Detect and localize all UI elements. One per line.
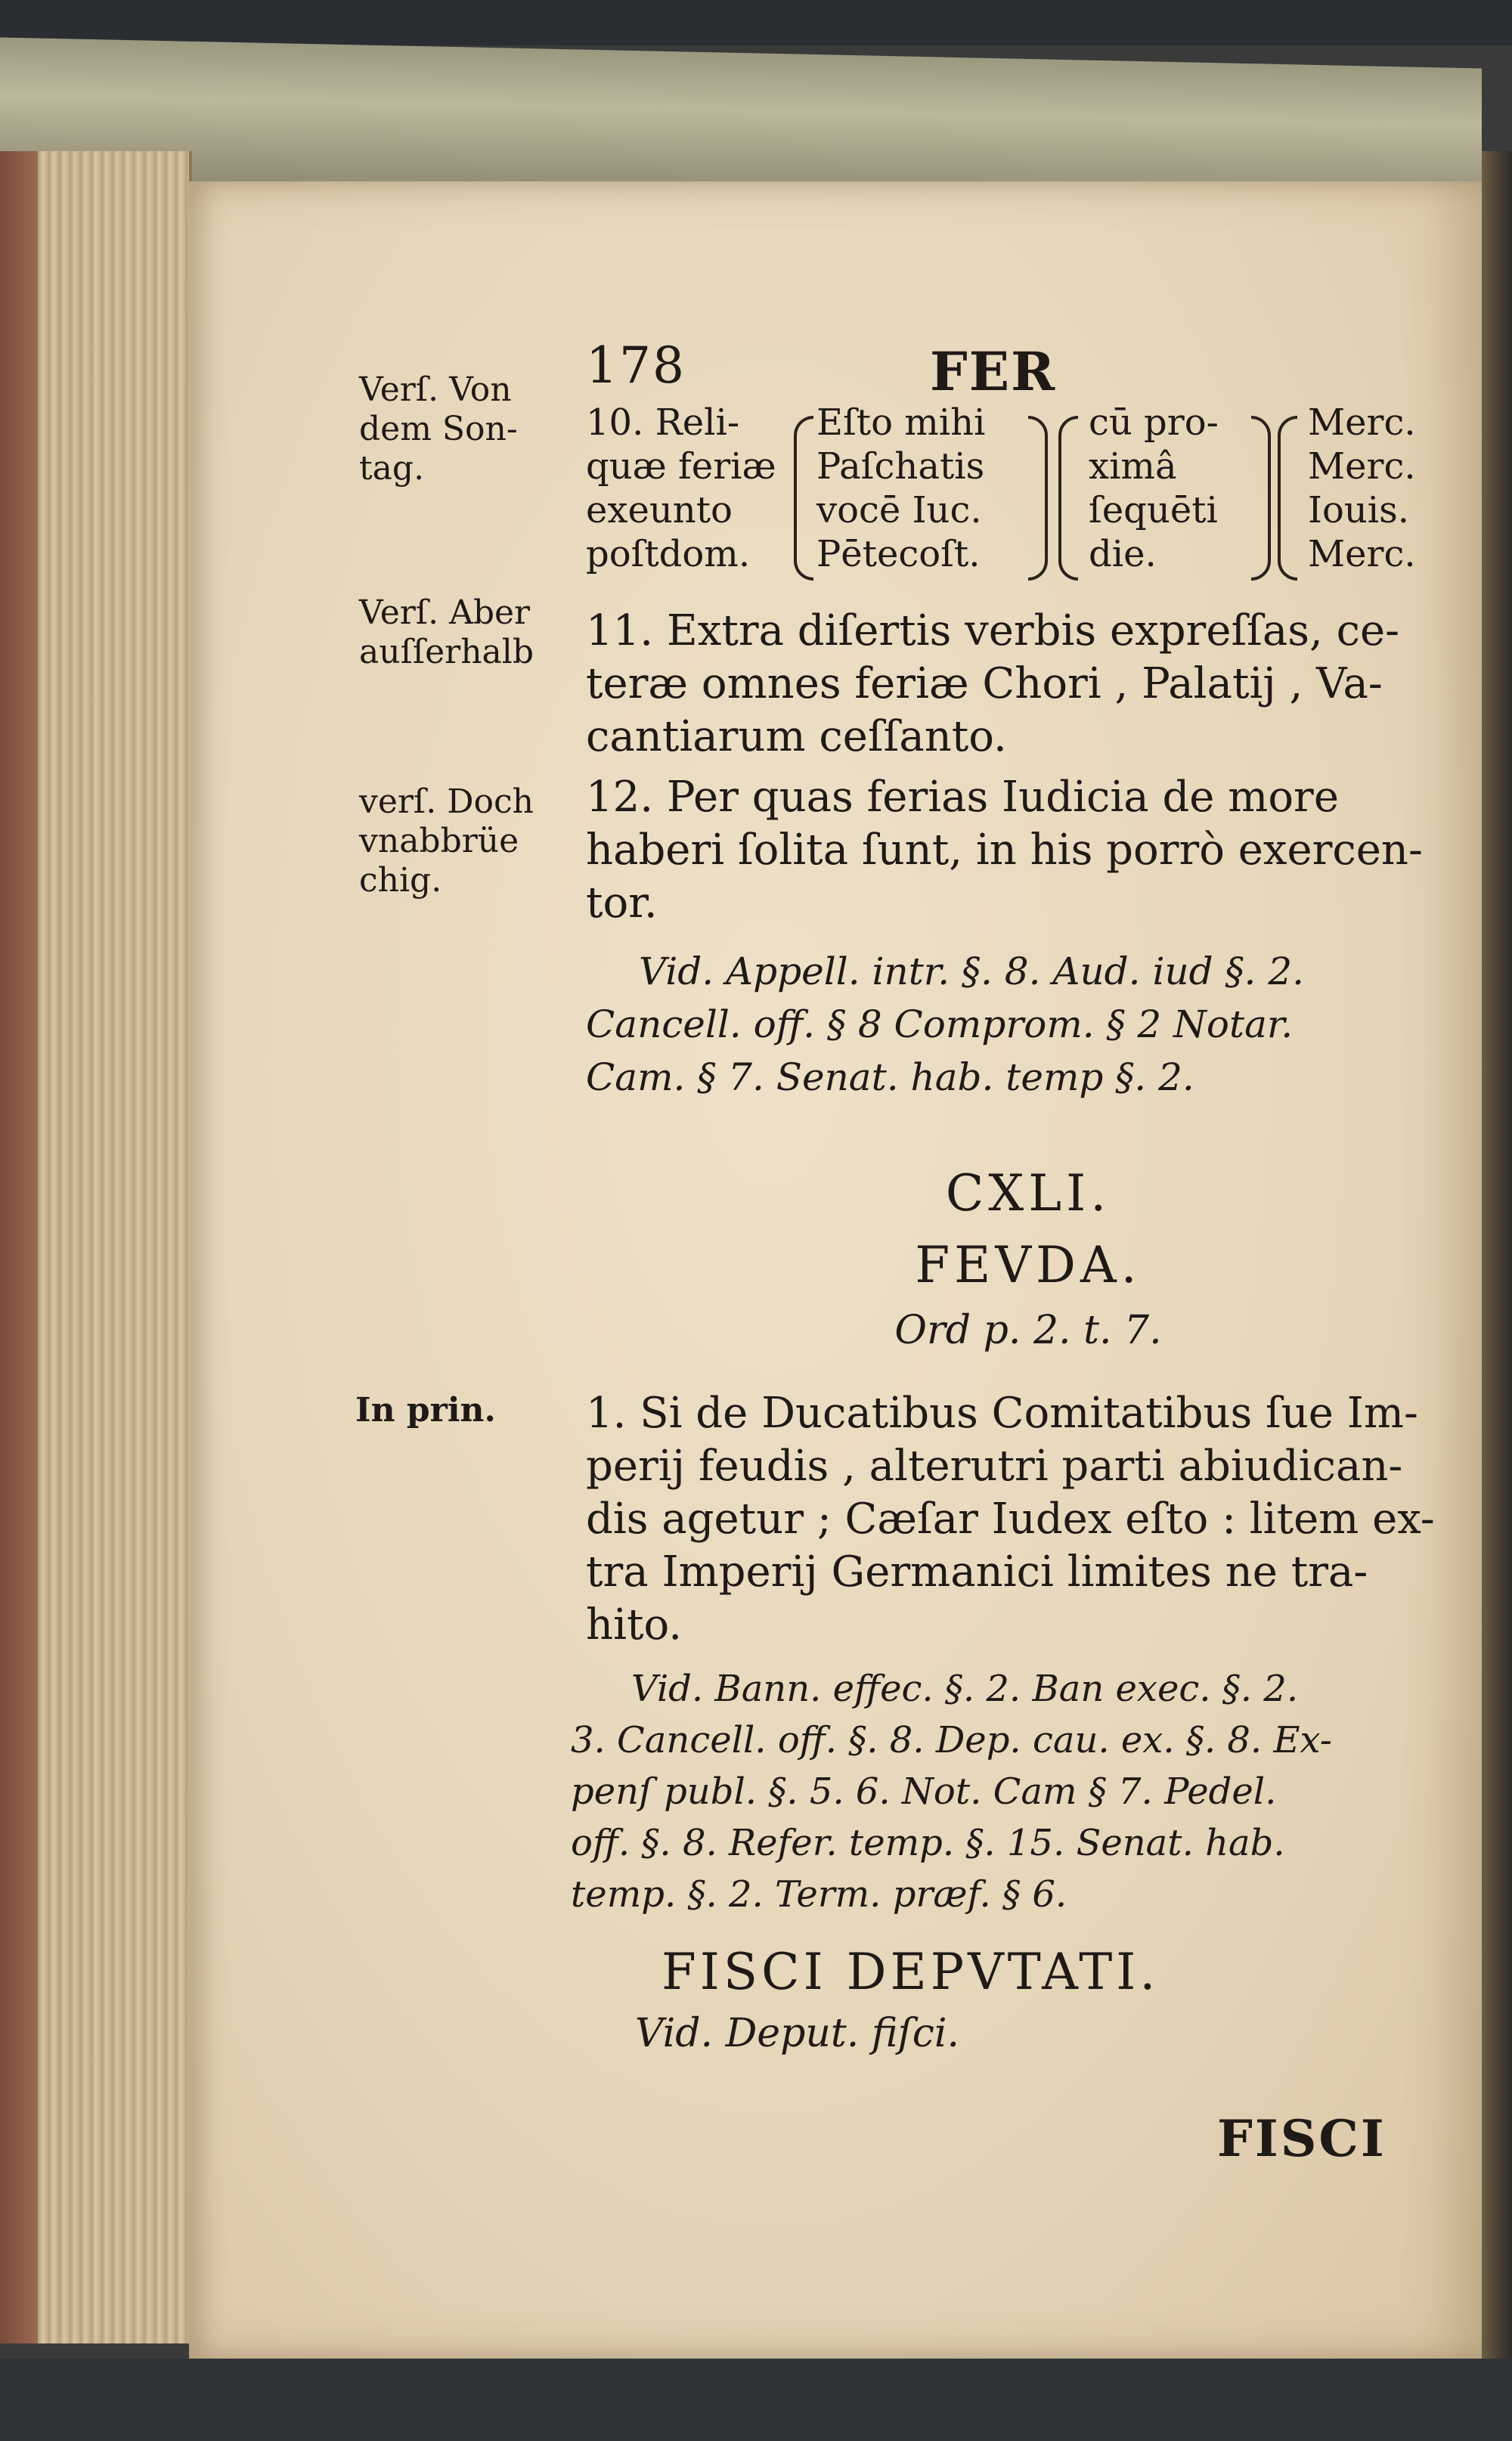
- section10-col4: [1308, 401, 1416, 576]
- section10-line: ſequēti: [1089, 489, 1218, 531]
- section-numeral: CXLI.: [945, 1164, 1111, 1222]
- fisci-reference: Vid. Deput. fiſci.: [635, 2011, 960, 2056]
- text-line: 12. Per quas ferias Iudicia de more: [586, 773, 1339, 822]
- paragraph-1: [586, 1387, 1435, 1652]
- catchword: FISCI: [1217, 2109, 1387, 2168]
- paragraph-12: [586, 771, 1423, 930]
- text-line: 11. Extra diſertis verbis expreſſas, ce-: [586, 606, 1400, 655]
- section10-line: 10. Reli-: [586, 401, 740, 444]
- text-line: penſ publ. §. 5. 6. Not. Cam § 7. Pedel.: [571, 1770, 1277, 1813]
- text-line: 1. Si de Ducatibus Comitatibus ſue Im-: [586, 1389, 1418, 1438]
- margin-note-in-prin: In prin.: [355, 1391, 496, 1430]
- text-line: Cam. § 7. Senat. hab. temp §. 2.: [586, 1055, 1194, 1099]
- margin-note-vers-aber: [359, 593, 534, 672]
- brace-left: [1278, 416, 1297, 581]
- margin-line: Verſ. Aber: [359, 593, 531, 632]
- section10-line: Merc.: [1308, 445, 1416, 488]
- section10-line: vocē Iuc.: [816, 489, 982, 531]
- margin-note-vers-von: [359, 370, 518, 488]
- brace-left: [794, 416, 813, 581]
- section10-line: Pētecoſt.: [816, 533, 981, 575]
- text-line: hito.: [586, 1600, 683, 1650]
- text-line: Cancell. off. § 8 Comprom. § 2 Notar.: [586, 1002, 1294, 1046]
- margin-note-vers-doch: [359, 782, 534, 900]
- bottom-strip: [0, 2359, 1512, 2441]
- text-line: dis agetur ; Cæſar Iudex eſto : litem ex-: [586, 1495, 1435, 1544]
- page-number: 178: [586, 336, 686, 395]
- section10-lead: [586, 401, 776, 576]
- section10-line: Paſchatis: [816, 445, 985, 488]
- text-line: haberi ſolita ſunt, in his porrò exercen-: [586, 826, 1423, 875]
- text-line: cantiarum ceſſanto.: [586, 712, 1007, 761]
- section10-line: Merc.: [1308, 533, 1416, 575]
- text-line: off. §. 8. Refer. temp. §. 15. Senat. hab.: [571, 1822, 1285, 1864]
- margin-line: dem Son-: [359, 410, 518, 448]
- section10-col2: [816, 401, 985, 576]
- section10-line: die.: [1089, 533, 1157, 575]
- margin-line: vnabbrüe: [359, 822, 519, 860]
- text-line: Vid. Appell. intr. §. 8. Aud. iud §. 2.: [639, 949, 1305, 993]
- margin-line: tag.: [359, 449, 425, 488]
- section-title: FEVDA.: [915, 1236, 1142, 1294]
- section10-line: Eſto mihi: [816, 401, 986, 444]
- paragraph-11: [586, 605, 1399, 764]
- gutter: [1482, 151, 1512, 2381]
- section10-line: quæ feriæ: [586, 445, 776, 488]
- section10-line: exeunto: [586, 489, 733, 531]
- brace-right: [1251, 416, 1271, 581]
- page-stack: [0, 151, 192, 2343]
- section10-line: ximâ: [1089, 445, 1177, 488]
- brace-right: [1028, 416, 1048, 581]
- section10-line: cū pro-: [1089, 401, 1219, 444]
- text-line: tor.: [586, 878, 658, 928]
- running-title: FER: [930, 340, 1057, 403]
- text-line: 3. Cancell. off. §. 8. Dep. cau. ex. §. 8. Ex-: [571, 1719, 1332, 1761]
- section10-line: poſtdom.: [586, 533, 751, 575]
- section10-line: Iouis.: [1308, 489, 1410, 531]
- brace-left: [1058, 416, 1078, 581]
- section10-col3: [1089, 401, 1219, 576]
- book-page: [189, 181, 1482, 2359]
- text-line: tra Imperij Germanici limites ne tra-: [586, 1547, 1368, 1597]
- section-subtitle: Ord p. 2. t. 7.: [894, 1308, 1162, 1353]
- text-line: temp. §. 2. Term. præf. § 6.: [571, 1873, 1067, 1916]
- margin-line: auſſerhalb: [359, 633, 534, 671]
- section10-line: Merc.: [1308, 401, 1416, 444]
- text-line: perij feudis , alterutri parti abiudican-: [586, 1442, 1403, 1491]
- text-line: Vid. Bann. effec. §. 2. Ban exec. §. 2.: [631, 1668, 1299, 1710]
- reference-block-1: [586, 945, 1304, 1104]
- margin-line: verſ. Doch: [359, 782, 534, 821]
- reference-block-2: [571, 1663, 1332, 1920]
- text-line: teræ omnes feriæ Chori , Palatij , Va-: [586, 659, 1383, 708]
- margin-line: chig.: [359, 861, 442, 900]
- margin-line: Verſ. Von: [359, 370, 512, 409]
- fisci-heading: FISCI DEPVTATI.: [662, 1943, 1160, 2001]
